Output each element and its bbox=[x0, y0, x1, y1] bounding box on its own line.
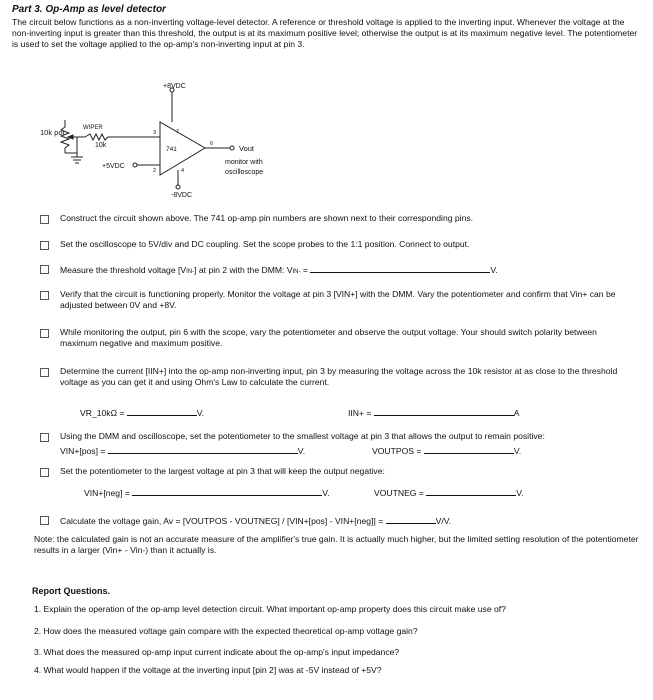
resistor-voltage-blank[interactable] bbox=[127, 406, 197, 416]
step-3-text: Measure the threshold voltage [VIN-] at pin 2 with the DMM: VIN- = V. bbox=[60, 265, 498, 275]
resistor-label: 10k bbox=[95, 142, 107, 149]
opamp-label: 741 bbox=[166, 146, 177, 153]
checkbox-step-6[interactable] bbox=[40, 368, 49, 377]
vout-neg-line: VOUTNEG = V. bbox=[374, 488, 524, 498]
note-paragraph: Note: the calculated gain is not an accurate measure of the amplifier's true gain. It is actually much higher, but the limited setting resolution of the potentiometer results in a larger (Vin+ - Vin-) than it actually is. bbox=[34, 534, 639, 555]
vout-pos-line: VOUTPOS = V. bbox=[372, 446, 522, 456]
report-question-3: 3. What does the measured op-amp input current indicate about the op-amp's input impedance? bbox=[34, 647, 400, 657]
checkbox-step-2[interactable] bbox=[40, 241, 49, 250]
vin-pos-line: VIN+[pos] = V. bbox=[60, 446, 306, 456]
ref-voltage-label: +5VDC bbox=[102, 163, 125, 170]
vplus-label: +8VDC bbox=[163, 83, 186, 90]
report-questions-title: Report Questions. bbox=[32, 586, 111, 596]
checkbox-step-7[interactable] bbox=[40, 433, 49, 442]
report-question-2: 2. How does the measured voltage gain compare with the expected theoretical op-amp voltage gain? bbox=[34, 626, 418, 636]
checkbox-step-3[interactable] bbox=[40, 265, 49, 274]
pin6-label: 6 bbox=[210, 141, 214, 147]
vout-neg-blank[interactable] bbox=[426, 486, 516, 496]
checkbox-step-9[interactable] bbox=[40, 516, 49, 525]
report-question-4: 4. What would happen if the voltage at the inverting input [pin 2] was at -5V instead of +5V? bbox=[34, 665, 382, 675]
vin-pos-blank[interactable] bbox=[108, 444, 298, 454]
checkbox-step-1[interactable] bbox=[40, 215, 49, 224]
page-title: Part 3. Op-Amp as level detector bbox=[12, 4, 166, 15]
vin-neg-blank[interactable] bbox=[132, 486, 322, 496]
monitor-label-1: monitor with bbox=[225, 159, 263, 166]
vminus-label: -8VDC bbox=[171, 192, 193, 199]
threshold-voltage-blank[interactable] bbox=[310, 263, 490, 273]
checkbox-step-4[interactable] bbox=[40, 291, 49, 300]
step-8-text: Set the potentiometer to the largest voltage at pin 3 that will keep the output negative: bbox=[60, 466, 385, 476]
step-4-text: Verify that the circuit is functioning properly. Monitor the voltage at pin 3 [VIN+] with the DMM. Vary the potentiometer and confirm that Vin+ can be adjusted between 0V and +8V. bbox=[60, 289, 616, 310]
pin7-label: 7 bbox=[176, 129, 180, 135]
pin2-label: 2 bbox=[153, 168, 157, 174]
wiper-label: WIPER bbox=[83, 125, 103, 131]
step-6-text: Determine the current [IIN+] into the op-amp non-inverting input, pin 3 by measuring the voltage across the 10k resistor at as close to the threshold voltage as you can get it and using Ohm's Law to calculate the current. bbox=[60, 366, 618, 387]
input-current-blank[interactable] bbox=[374, 406, 514, 416]
input-current-line: IIN+ = A bbox=[348, 408, 520, 418]
step-1-text: Construct the circuit shown above. The 741 op-amp pin numbers are shown next to their corresponding pins. bbox=[60, 213, 474, 223]
step-2-text: Set the oscilloscope to 5V/div and DC coupling. Set the scope probes to the 1:1 position. Connect to output. bbox=[60, 239, 470, 249]
step-7-text: Using the DMM and oscilloscope, set the potentiometer to the smallest voltage at pin 3 that allows the output to remain positive: bbox=[60, 431, 545, 441]
report-question-1: 1. Explain the operation of the op-amp level detection circuit. What important op-amp property does this circuit make use of? bbox=[34, 604, 506, 614]
step-9-line: Calculate the voltage gain, Av = [VOUTPOS - VOUTNEG] / [VIN+[pos] - VIN+[neg]] = V/V. bbox=[60, 516, 452, 526]
monitor-label-2: oscilloscope bbox=[225, 169, 264, 176]
resistor-voltage-line: VR_10kΩ = V. bbox=[80, 408, 205, 418]
intro-paragraph: The circuit below functions as a non-inverting voltage-level detector. A reference or threshold voltage is applied to the inverting input. Whenever the voltage at the non-inverting input is greater than this threshold, the output is at its maximum positive level; otherwise the output is at its maximum negative level. The potentiometer is used to set the voltage applied to the op-amp's non-inverting input at pin 3. bbox=[12, 17, 638, 49]
checkbox-step-5[interactable] bbox=[40, 329, 49, 338]
vout-label: Vout bbox=[239, 144, 255, 153]
voltage-gain-blank[interactable] bbox=[386, 514, 436, 524]
pin4-label: 4 bbox=[181, 168, 185, 174]
step-5-text: While monitoring the output, pin 6 with the scope, vary the potentiometer and observe the output voltage. Your should switch polarity between maximum negative and maximum positive. bbox=[60, 327, 597, 348]
vout-pos-blank[interactable] bbox=[424, 444, 514, 454]
pin3-label: 3 bbox=[153, 130, 157, 136]
vin-neg-line: VIN+[neg] = V. bbox=[84, 488, 330, 498]
checkbox-step-8[interactable] bbox=[40, 468, 49, 477]
circuit-diagram bbox=[20, 75, 300, 205]
pot-label: 10k pot bbox=[40, 128, 65, 137]
